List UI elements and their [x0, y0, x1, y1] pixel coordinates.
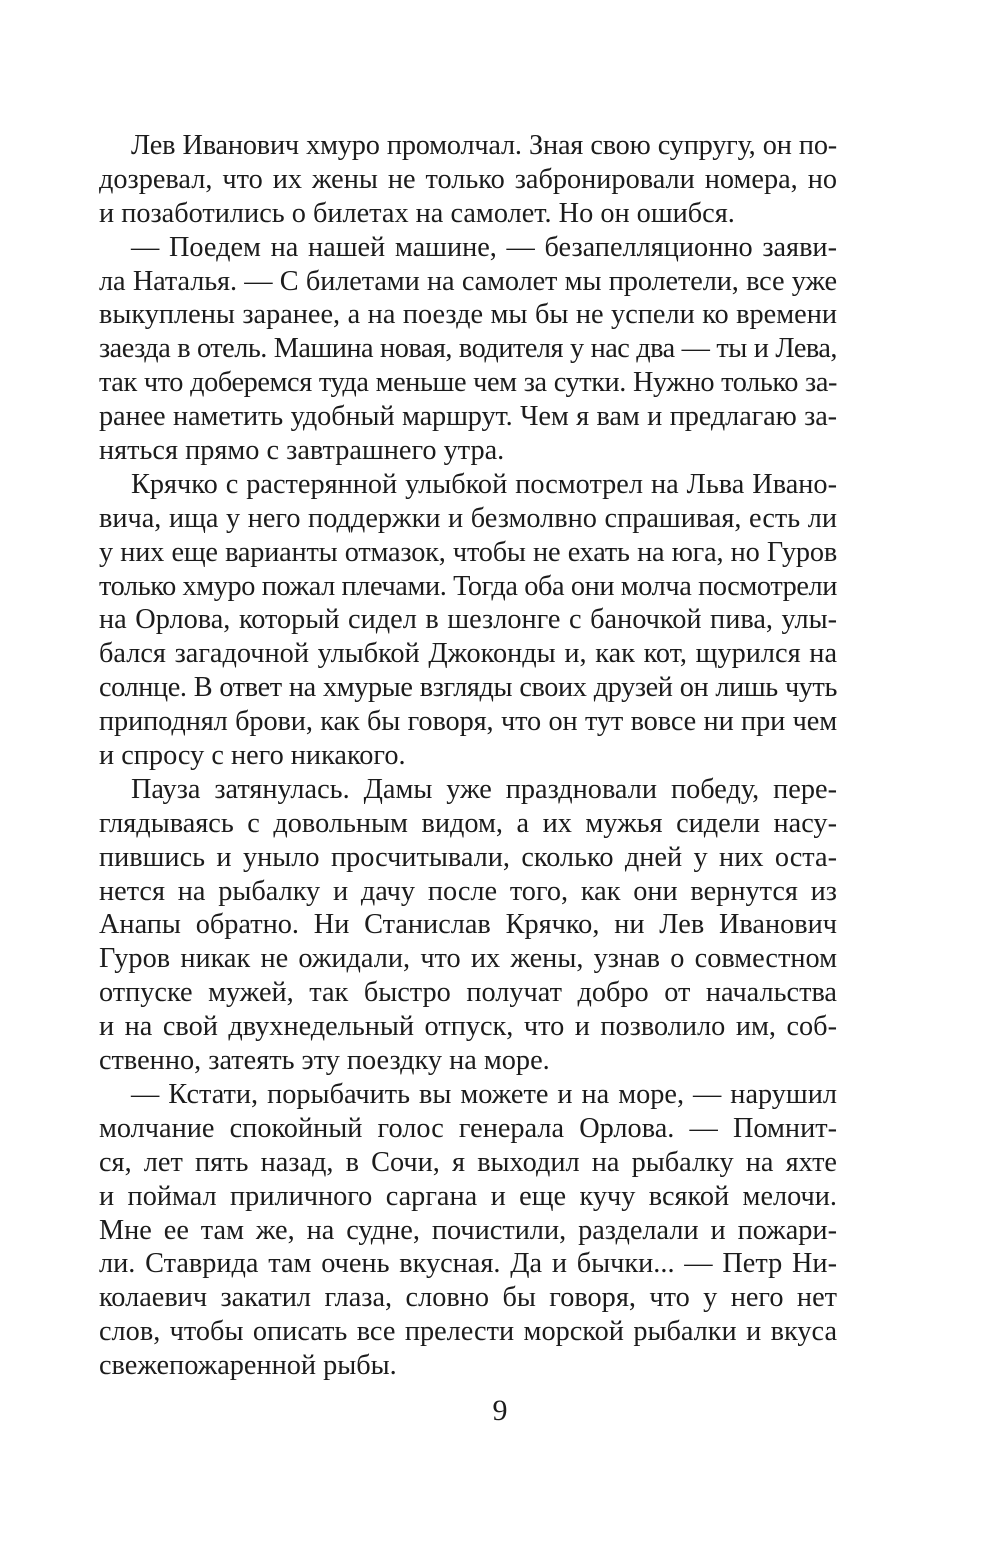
text-line: нется на рыбалку и дачу после того, как они вернутся из — [99, 875, 837, 907]
paragraph-2 — [99, 231, 837, 468]
text-line: солнце. В ответ на хмурые взгляды своих друзей он лишь чуть — [99, 672, 837, 704]
text-line: глядываясь с довольным видом, а их мужья сидели насу- — [99, 807, 837, 839]
text-line: свежепожаренной рыбы. — [99, 1350, 397, 1382]
text-line: ла Наталья. — С билетами на самолет мы пролетели, все уже — [99, 265, 837, 297]
text-line: у них еще варианты отмазок, чтобы не ехать на юга, но Гуров — [99, 536, 837, 568]
text-line: отпуске мужей, так быстро получат добро от начальства — [99, 977, 837, 1009]
text-line: молчание спокойный голос генерала Орлова. — Помнит- — [99, 1112, 837, 1144]
paragraph-4 — [99, 773, 837, 1078]
text-line: и позаботились о билетах на самолет. Но он ошибся. — [99, 197, 735, 229]
text-line: бался загадочной улыбкой Джоконды и, как кот, щурился на — [99, 638, 837, 670]
text-line: ли. Ставрида там очень вкусная. Да и бычки... — Петр Ни- — [99, 1248, 837, 1280]
text-line: на Орлова, который сидел в шезлонге с баночкой пива, улы- — [99, 604, 837, 636]
text-line: — Поедем на нашей машине, — безапелляционно заяви- — [131, 231, 837, 263]
text-line: так что доберемся туда меньше чем за сутки. Нужно только за- — [99, 367, 837, 399]
text-line: няться прямо с завтрашнего утра. — [99, 435, 505, 467]
paragraph-1 — [99, 129, 837, 231]
text-line: и спросу с него никакого. — [99, 740, 406, 772]
text-line: слов, чтобы описать все прелести морской рыбалки и вкуса — [99, 1316, 837, 1348]
text-line: — Кстати, порыбачить вы можете и на море, — нарушил — [131, 1078, 837, 1110]
text-line: Крячко с растерянной улыбкой посмотрел на Льва Ивано- — [131, 468, 837, 500]
text-line: ранее наметить удобный маршрут. Чем я вам и предлагаю за- — [99, 401, 837, 433]
text-line: Пауза затянулась. Дамы уже праздновали победу, пере- — [131, 773, 837, 805]
paragraph-5 — [99, 1078, 837, 1383]
text-line: только хмуро пожал плечами. Тогда оба они молча посмотрели — [99, 570, 837, 602]
paragraph-3 — [99, 468, 837, 773]
text-line: Мне ее там же, на судне, почистили, разделали и пожари- — [99, 1214, 837, 1246]
text-line: Лев Иванович хмуро промолчал. Зная свою супругу, он по- — [131, 130, 837, 161]
text-line: ся, лет пять назад, в Сочи, я выходил на рыбалку на яхте — [99, 1146, 837, 1178]
text-line: Гуров никак не ожидали, что их жены, узнав о совместном — [99, 943, 837, 975]
page-number: 9 — [492, 1394, 508, 1427]
text-line: заезда в отель. Машина новая, водителя у нас два — ты и Лева, — [99, 333, 837, 365]
text-line: и поймал приличного саргана и еще кучу всякой мелочи. — [99, 1180, 837, 1212]
text-line: приподнял брови, как бы говоря, что он тут вовсе ни при чем — [99, 706, 837, 738]
text-line: дозревал, что их жены не только забронировали номера, но — [99, 163, 837, 195]
text-line: пившись и уныло просчитывали, сколько дней у них оста- — [99, 841, 837, 873]
text-line: колаевич закатил глаза, словно бы говоря, что у него нет — [99, 1282, 837, 1314]
text-line: и на свой двухнедельный отпуск, что и позволило им, соб- — [99, 1011, 837, 1043]
body-text — [99, 129, 837, 1383]
text-line: выкуплены заранее, а на поезде мы бы не успели ко времени — [99, 299, 837, 331]
text-line: ственно, затеять эту поездку на море. — [99, 1045, 550, 1077]
text-line: вича, ища у него поддержки и безмолвно спрашивая, есть ли — [99, 502, 837, 534]
text-line: Анапы обратно. Ни Станислав Крячко, ни Лев Иванович — [99, 909, 837, 941]
